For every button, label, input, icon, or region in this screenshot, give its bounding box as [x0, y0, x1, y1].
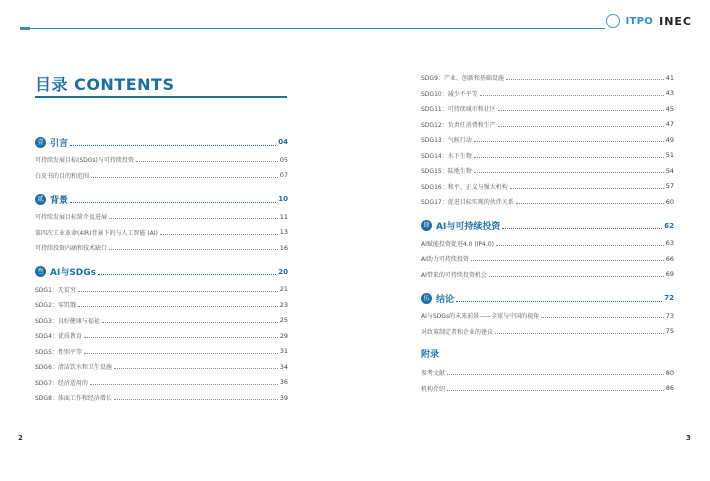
dot-leader — [114, 399, 278, 400]
toc-entry[interactable] — [35, 344, 288, 360]
entry-page-number: 29 — [279, 331, 288, 340]
dot-leader — [78, 291, 278, 292]
entry-title: SDG9：产业、创新和基础设施 — [421, 75, 504, 83]
dot-leader — [160, 234, 278, 235]
dot-leader — [510, 188, 664, 189]
entry-title: SDG6：清洁饮水和卫生设施 — [35, 364, 112, 372]
toc-entry[interactable] — [35, 152, 288, 168]
entry-page-number: 31 — [279, 347, 288, 356]
toc-entry[interactable] — [421, 163, 674, 179]
entry-page-number: 13 — [279, 228, 288, 237]
toc-section-heading[interactable] — [35, 262, 288, 282]
header-accent — [20, 27, 30, 30]
dot-leader — [474, 157, 664, 158]
entry-page-number: 75 — [665, 327, 674, 336]
entry-page-number: 51 — [665, 151, 674, 160]
dot-leader — [70, 145, 276, 146]
header-logos — [606, 14, 692, 28]
toc-entry[interactable] — [421, 324, 674, 340]
dot-leader — [98, 274, 276, 275]
section-page-number: 10 — [278, 195, 288, 203]
entry-title: 参考文献 — [421, 370, 446, 378]
section-title: 结论 — [436, 294, 455, 305]
entry-title: SDG16：和平、正义与强大机构 — [421, 183, 508, 191]
entry-page-number: 45 — [665, 104, 674, 113]
header-rule — [20, 28, 605, 29]
toc-entry[interactable] — [421, 132, 674, 148]
entry-title: SDG7：经济适用的 — [35, 379, 88, 387]
entry-page-number: 47 — [665, 120, 674, 129]
dot-leader — [84, 337, 278, 338]
dot-leader — [502, 228, 662, 229]
entry-page-number: 16 — [279, 243, 288, 252]
toc-section-heading[interactable] — [35, 189, 288, 209]
toc-entry[interactable] — [35, 297, 288, 313]
dot-leader — [456, 301, 662, 302]
dot-leader — [498, 126, 664, 127]
entry-title: AI与SDGs的未来前景——全球与中国的视角 — [421, 313, 540, 321]
entry-title: SDG1：无贫穷 — [35, 286, 76, 294]
entry-title: AI助力可持续投资 — [421, 256, 469, 264]
toc-entry[interactable] — [421, 365, 674, 381]
entry-title: SDG10：减少不平等 — [421, 90, 478, 98]
toc-entry[interactable] — [35, 209, 288, 225]
dot-leader — [78, 306, 278, 307]
page-number-right: 3 — [686, 434, 691, 442]
entry-page-number: 36 — [279, 378, 288, 387]
section-page-number: 62 — [664, 221, 674, 230]
entry-title: SDG2：零饥饿 — [35, 302, 76, 310]
dot-leader — [495, 333, 664, 334]
page-number-left: 2 — [18, 434, 23, 442]
toc-entry[interactable] — [421, 148, 674, 164]
toc-entry[interactable] — [421, 194, 674, 210]
toc-section-heading[interactable] — [35, 132, 288, 152]
entry-title: 可持续发展目标(SDGs)与可持续投资 — [35, 157, 134, 165]
dot-leader — [474, 172, 664, 173]
entry-title: 第四次工业革命(4IR)背景下的与人工智能 (AI) — [35, 229, 158, 237]
entry-page-number: 43 — [665, 89, 674, 98]
entry-page-number: 25 — [279, 316, 288, 325]
toc-entry[interactable] — [421, 267, 674, 283]
toc-entry[interactable] — [35, 390, 288, 406]
toc-entry[interactable] — [35, 225, 288, 241]
toc-entry[interactable] — [35, 240, 288, 256]
dot-leader — [498, 110, 664, 111]
toc-entry[interactable] — [421, 251, 674, 267]
entry-page-number: 63 — [665, 239, 674, 248]
dot-leader — [114, 368, 278, 369]
dot-leader — [91, 177, 278, 178]
toc-entry[interactable] — [35, 328, 288, 344]
dot-leader — [480, 95, 664, 96]
dot-leader — [90, 384, 278, 385]
section-title: 引言 — [50, 138, 69, 149]
toc-entry[interactable] — [35, 168, 288, 184]
toc-appendix-heading: 附录 — [421, 350, 440, 360]
toc-entry[interactable] — [35, 359, 288, 375]
toc-entry[interactable] — [421, 179, 674, 195]
section-page-number: 72 — [664, 294, 674, 302]
entry-page-number: 41 — [665, 73, 674, 82]
toc-entry[interactable] — [421, 381, 674, 397]
entry-title: AI带来的可持续投资机会 — [421, 271, 487, 279]
entry-page-number: 60 — [665, 197, 674, 206]
entry-title: 可持续发展目标简介及进展 — [35, 214, 108, 222]
dot-leader — [447, 374, 664, 375]
toc-section-heading[interactable] — [421, 288, 674, 308]
entry-title: 白皮书的目的和范围 — [35, 172, 90, 180]
toc-entry[interactable] — [421, 70, 674, 86]
entry-title: SDG17：促进目标实现的伙伴关系 — [421, 199, 514, 207]
toc-entry[interactable] — [35, 375, 288, 391]
dot-leader — [447, 390, 664, 391]
toc-entry[interactable] — [421, 86, 674, 102]
dot-leader — [109, 218, 278, 219]
section-number-icon: 壹 — [35, 137, 46, 148]
toc-entry[interactable] — [35, 313, 288, 329]
entry-title: SDG14：水下生物 — [421, 152, 472, 160]
dot-leader — [496, 245, 664, 246]
entry-page-number: 86 — [665, 384, 674, 393]
section-number-icon: 肆 — [421, 220, 432, 231]
dot-leader — [136, 161, 278, 162]
dot-leader — [474, 141, 664, 142]
inec-logo: INEC — [659, 14, 692, 28]
dot-leader — [471, 260, 664, 261]
entry-page-number: 39 — [279, 393, 288, 402]
entry-title: AI赋能投资促进4.0 (IP4.0) — [421, 240, 494, 248]
entry-page-number: 54 — [665, 166, 674, 175]
entry-title: SDG3：良好健康与福祉 — [35, 317, 100, 325]
dot-leader — [102, 322, 278, 323]
section-title: 背景 — [50, 195, 69, 206]
entry-title: SDG8：体面工作和经济增长 — [35, 395, 112, 403]
toc-entry[interactable] — [421, 236, 674, 252]
title-underline — [35, 96, 287, 98]
dot-leader — [84, 353, 278, 354]
dot-leader — [506, 79, 664, 80]
entry-title: SDG4：优质教育 — [35, 333, 82, 341]
dot-leader — [109, 249, 278, 250]
un-emblem-icon — [606, 14, 620, 28]
dot-leader — [70, 202, 276, 203]
dot-leader — [516, 203, 664, 204]
dot-leader — [541, 317, 664, 318]
toc-entry[interactable] — [421, 308, 674, 324]
entry-page-number: 66 — [665, 254, 674, 263]
toc-entry[interactable] — [421, 101, 674, 117]
entry-page-number: 05 — [279, 155, 288, 164]
section-number-icon: 伍 — [421, 293, 432, 304]
section-number-icon: 叁 — [35, 266, 46, 277]
section-page-number: 04 — [278, 138, 288, 146]
entry-title: SDG11：可持续城市和社区 — [421, 106, 496, 114]
entry-title: 对政策制定者和企业的建议 — [421, 328, 494, 336]
entry-page-number: 69 — [665, 270, 674, 279]
section-page-number: 20 — [278, 267, 288, 276]
toc-entry[interactable] — [35, 282, 288, 298]
section-title: AI与SDGs — [50, 268, 97, 278]
toc-right-column — [421, 70, 674, 396]
section-title: AI与可持续投资 — [436, 222, 501, 232]
entry-page-number: 80 — [665, 368, 674, 377]
entry-title: 机构介绍 — [421, 385, 446, 393]
itpo-logo: ITPO — [625, 15, 654, 27]
entry-page-number: 34 — [279, 362, 288, 371]
entry-title: 可持续投资内涵和技术缺口 — [35, 245, 108, 253]
entry-page-number: 11 — [279, 212, 288, 221]
toc-entry[interactable] — [421, 117, 674, 133]
entry-page-number: 73 — [665, 311, 674, 320]
entry-page-number: 07 — [279, 171, 288, 180]
entry-title: SDG5：性别平等 — [35, 348, 82, 356]
dot-leader — [489, 276, 664, 277]
entry-page-number: 21 — [279, 285, 288, 294]
entry-title: SDG13：气候行动 — [421, 137, 472, 145]
page-title: 目录 CONTENTS — [35, 75, 175, 94]
entry-title: SDG15：陆地生物 — [421, 168, 472, 176]
entry-page-number: 49 — [665, 135, 674, 144]
entry-page-number: 23 — [279, 300, 288, 309]
toc-left-column — [35, 132, 288, 406]
entry-title: SDG12：负责任消费和生产 — [421, 121, 496, 129]
entry-page-number: 57 — [665, 182, 674, 191]
section-number-icon: 贰 — [35, 194, 46, 205]
toc-section-heading[interactable] — [421, 216, 674, 236]
